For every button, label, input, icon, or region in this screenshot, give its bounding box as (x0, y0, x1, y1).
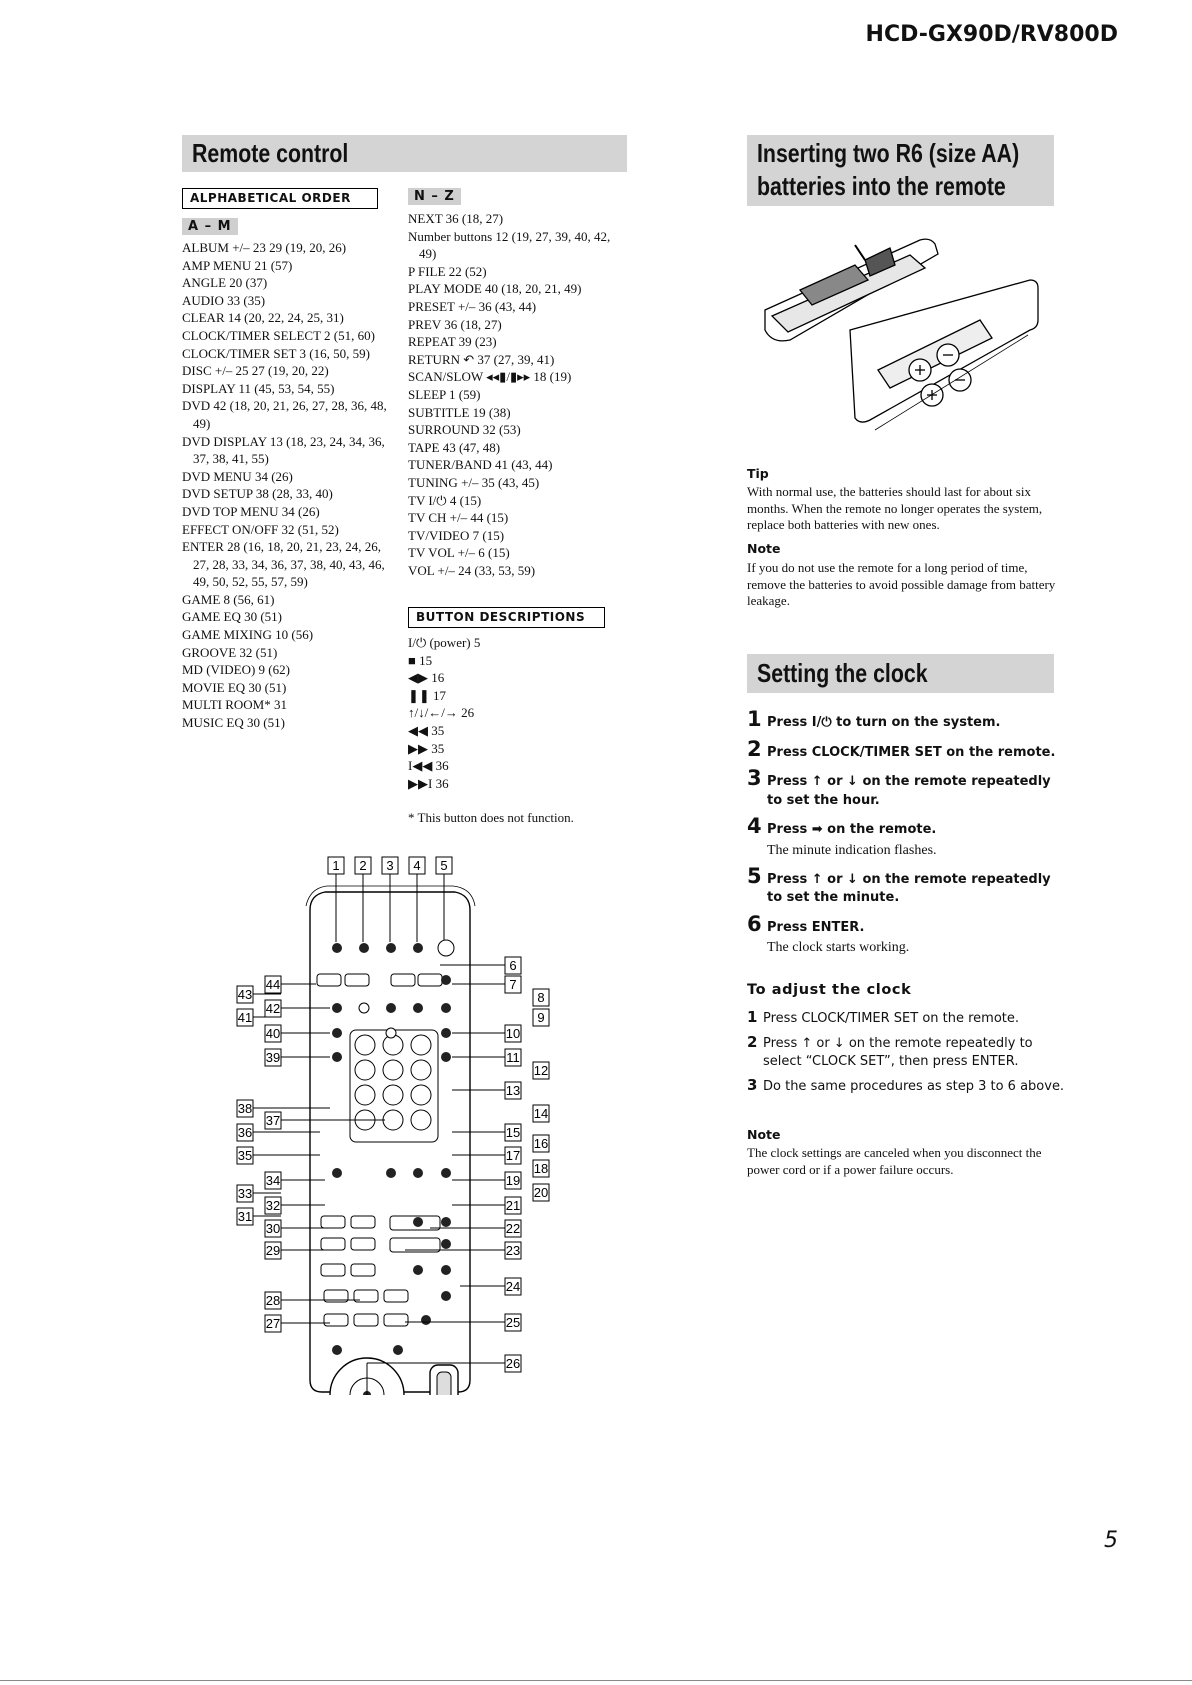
callout-label: 9 (537, 1010, 545, 1025)
button-description-entry: ↑/↓/←/→ 26 (408, 705, 475, 721)
callout-label: 6 (509, 958, 517, 973)
index-entry: TV/VIDEO 7 (15) (408, 527, 505, 543)
index-entry: TV I/⏻ 4 (15) (408, 492, 482, 508)
section-title-batteries: Inserting two R6 (size AA) batteries into the remote (747, 135, 1054, 206)
index-entry: SURROUND 32 (53) (408, 422, 521, 438)
index-entry: EFFECT ON/OFF 32 (51, 52) (182, 521, 339, 537)
index-entry: GROOVE 32 (51) (182, 644, 278, 660)
callout-label: 43 (237, 987, 253, 1002)
callout-label: 24 (505, 1279, 521, 1294)
callout-label: 15 (505, 1125, 521, 1140)
button-descriptions-list (408, 634, 480, 792)
index-entry: CLOCK/TIMER SELECT 2 (51, 60) (182, 327, 375, 343)
callout-label: 28 (265, 1293, 281, 1308)
index-entry: TV VOL +/– 6 (15) (408, 545, 510, 561)
callout-label: 16 (533, 1136, 549, 1151)
button-description-entry: I◀◀ 36 (408, 758, 449, 774)
adjust-step-text: Do the same procedures as step 3 to 6 above. (763, 1079, 1065, 1094)
step-number: 3 (747, 766, 762, 790)
callout-label: 22 (505, 1221, 521, 1236)
callout-label: 5 (440, 858, 448, 873)
callout-label: 35 (237, 1148, 253, 1163)
index-entry: SLEEP 1 (59) (408, 386, 481, 402)
callout-label: 36 (237, 1125, 253, 1140)
callout-label: 27 (265, 1316, 281, 1331)
callout-label: 33 (237, 1186, 253, 1201)
index-entry: DVD DISPLAY 13 (18, 23, 24, 34, 36, 37, 38, 41, 55) (182, 433, 385, 467)
clock-step (747, 766, 1067, 810)
clock-step (747, 814, 1067, 840)
index-entry: PREV 36 (18, 27) (408, 316, 502, 332)
clock-note-header: Note (747, 1127, 781, 1142)
index-entry: GAME MIXING 10 (56) (182, 627, 314, 643)
n-z-header: N – Z (408, 188, 461, 205)
callout-label: 38 (237, 1101, 253, 1116)
callout-label: 42 (265, 1001, 281, 1016)
index-entry: GAME EQ 30 (51) (182, 609, 283, 625)
index-entry: ALBUM +/– 23 29 (19, 20, 26) (182, 240, 347, 255)
button-description-entry: ▶▶I 36 (408, 775, 449, 791)
clock-step (747, 736, 1067, 763)
index-entry: RETURN ↶ 37 (27, 39, 41) (408, 351, 555, 367)
callout-label: 8 (537, 990, 545, 1005)
step-number: 5 (747, 863, 762, 888)
adjust-step (747, 1076, 1067, 1096)
index-entry: SCAN/SLOW ◂◂▮/▮▸▸ 18 (19) (408, 369, 572, 385)
clock-note-text: The clock settings are canceled when you disconnect the power cord or if a power failure occurs. (747, 1145, 1042, 1177)
tip-header: Tip (747, 466, 769, 481)
callout-label: 13 (505, 1083, 521, 1098)
step-result: The minute indication flashes. (767, 842, 937, 858)
index-entry: TV CH +/– 44 (15) (408, 510, 509, 526)
callout-label: 37 (265, 1113, 281, 1128)
callout-label: 7 (509, 977, 517, 992)
step-number: 6 (747, 911, 762, 936)
callout-label: 39 (265, 1050, 281, 1065)
callout-label: 11 (506, 1050, 520, 1065)
step-number: 1 (747, 707, 762, 731)
callout-label: 3 (386, 858, 394, 873)
callout-label: 30 (265, 1221, 281, 1236)
clock-step (747, 863, 1067, 908)
callout-label: 14 (533, 1106, 549, 1121)
button-description-entry: ◀▶ 16 (408, 670, 445, 686)
index-entry: DVD SETUP 38 (28, 33, 40) (182, 486, 333, 502)
callout-label: 41 (237, 1010, 253, 1025)
index-entry: P FILE 22 (52) (408, 263, 487, 279)
button-description-entry: ▶▶ 35 (408, 740, 445, 756)
index-entry: MUSIC EQ 30 (51) (182, 715, 285, 731)
callout-label: 18 (533, 1161, 549, 1176)
model-number: HCD-GX90D/RV800D (865, 22, 1118, 47)
index-entry: DVD MENU 34 (26) (182, 468, 293, 484)
step-result: The clock starts working. (767, 940, 910, 955)
step-text: Press CLOCK/TIMER SET on the remote. (767, 744, 1056, 760)
clock-step (747, 707, 1067, 733)
index-entry: DISPLAY 11 (45, 53, 54, 55) (182, 380, 335, 396)
callout-label: 26 (505, 1356, 521, 1371)
callout-label: 29 (265, 1243, 281, 1258)
callout-label: 32 (265, 1198, 281, 1213)
a-m-header: A – M (182, 218, 238, 235)
page-bottom-rule (0, 1680, 1192, 1681)
callout-label: 25 (505, 1315, 521, 1330)
callout-label: 2 (359, 858, 367, 873)
index-entry: TUNER/BAND 41 (43, 44) (408, 457, 553, 473)
callout-label: 21 (505, 1198, 521, 1213)
callout-label: 31 (237, 1209, 253, 1224)
section-title-remote: Remote control (182, 135, 627, 172)
button-description-entry: ◀◀ 35 (408, 722, 445, 738)
index-entry: MD (VIDEO) 9 (62) (182, 662, 290, 678)
index-entry: CLEAR 14 (20, 22, 24, 25, 31) (182, 310, 344, 326)
adjust-step (747, 1033, 1067, 1071)
index-entry: AMP MENU 21 (57) (182, 257, 293, 273)
tip-text: With normal use, the batteries should last for about six months. When the remote no longer operates the system, replace both batteries with new ones. (747, 484, 1043, 532)
index-entry: CLOCK/TIMER SET 3 (16, 50, 59) (182, 345, 370, 361)
adjust-step-number: 3 (747, 1076, 758, 1094)
adjust-clock-header: To adjust the clock (747, 982, 912, 998)
alphabetical-order-header: ALPHABETICAL ORDER (182, 188, 378, 209)
page-number: 5 (1104, 1528, 1118, 1553)
callout-label: 4 (413, 858, 421, 873)
step-text: Press ↑ or ↓ on the remote repeatedly to set the minute. (767, 871, 1051, 905)
index-entry: ENTER 28 (16, 18, 20, 21, 23, 24, 26, 27, 28, 33, 34, 36, 37, 38, 40, 43, 46, 49, 50, 52, 55, 57, 59) (182, 539, 385, 590)
index-entry: GAME 8 (56, 61) (182, 591, 275, 607)
callout-label: 23 (505, 1243, 521, 1258)
callout-label: 19 (505, 1173, 521, 1188)
adjust-step-text: Press ↑ or ↓ on the remote repeatedly to select “CLOCK SET”, then press ENTER. (763, 1036, 1033, 1069)
step-text: Press ↑ or ↓ on the remote repeatedly to set the hour. (767, 774, 1051, 808)
callout-label: 17 (505, 1148, 521, 1163)
clock-steps (747, 707, 1067, 964)
battery-insertion-illustration (760, 220, 1040, 465)
battery-note-text: If you do not use the remote for a long period of time, remove the batteries to avoid possible damage from battery leakage. (747, 560, 1056, 608)
adjust-step-text: Press CLOCK/TIMER SET on the remote. (763, 1011, 1020, 1026)
index-entry: MOVIE EQ 30 (51) (182, 679, 287, 695)
index-entry: AUDIO 33 (35) (182, 292, 266, 308)
footnote: * This button does not function. (408, 810, 574, 825)
step-text: Press I/⏻ to turn on the system. (767, 715, 1001, 730)
step-text: Press ➡ on the remote. (767, 822, 937, 837)
index-entry: PLAY MODE 40 (18, 20, 21, 49) (408, 281, 582, 297)
n-z-list (408, 210, 613, 579)
step-text: Press ENTER. (767, 919, 865, 935)
index-entry: VOL +/– 24 (33, 53, 59) (408, 562, 536, 578)
a-m-list (182, 239, 387, 732)
index-entry: MULTI ROOM* 31 (182, 697, 287, 713)
adjust-step-number: 2 (747, 1033, 758, 1051)
button-descriptions-header: BUTTON DESCRIPTIONS (408, 607, 605, 628)
button-description-entry: ❚❚ 17 (408, 687, 447, 703)
index-entry: DVD TOP MENU 34 (26) (182, 503, 320, 519)
index-entry: PRESET +/– 36 (43, 44) (408, 298, 537, 314)
callout-label: 20 (533, 1185, 549, 1200)
callout-label: 10 (505, 1026, 521, 1041)
step-number: 4 (747, 814, 762, 838)
index-entry: DVD 42 (18, 20, 21, 26, 27, 28, 36, 48, 49) (182, 398, 387, 431)
callout-label: 34 (265, 1173, 281, 1188)
callout-label: 12 (533, 1063, 549, 1078)
step-number: 2 (747, 736, 762, 761)
index-entry: SUBTITLE 19 (38) (408, 404, 511, 420)
index-entry: REPEAT 39 (23) (408, 334, 497, 350)
callout-label: 40 (265, 1026, 281, 1041)
index-entry: TUNING +/– 35 (43, 45) (408, 474, 540, 490)
clock-step (747, 911, 1067, 938)
index-entry: NEXT 36 (18, 27) (408, 211, 504, 226)
adjust-clock-steps (747, 1008, 1067, 1101)
button-description-entry: I/⏻ (power) 5 (408, 635, 481, 650)
section-title-clock: Setting the clock (747, 654, 1054, 693)
callout-label: 44 (265, 977, 281, 992)
index-entry: Number buttons 12 (19, 27, 39, 40, 42, 49) (408, 228, 611, 262)
index-entry: TAPE 43 (47, 48) (408, 439, 501, 455)
button-description-entry: ■ 15 (408, 652, 433, 668)
index-entry: ANGLE 20 (37) (182, 275, 268, 291)
remote-diagram (230, 850, 560, 1395)
index-entry: DISC +/– 25 27 (19, 20, 22) (182, 363, 329, 379)
battery-note-header: Note (747, 541, 781, 556)
adjust-step-number: 1 (747, 1008, 758, 1026)
callout-label: 1 (332, 858, 340, 873)
adjust-step (747, 1008, 1067, 1028)
